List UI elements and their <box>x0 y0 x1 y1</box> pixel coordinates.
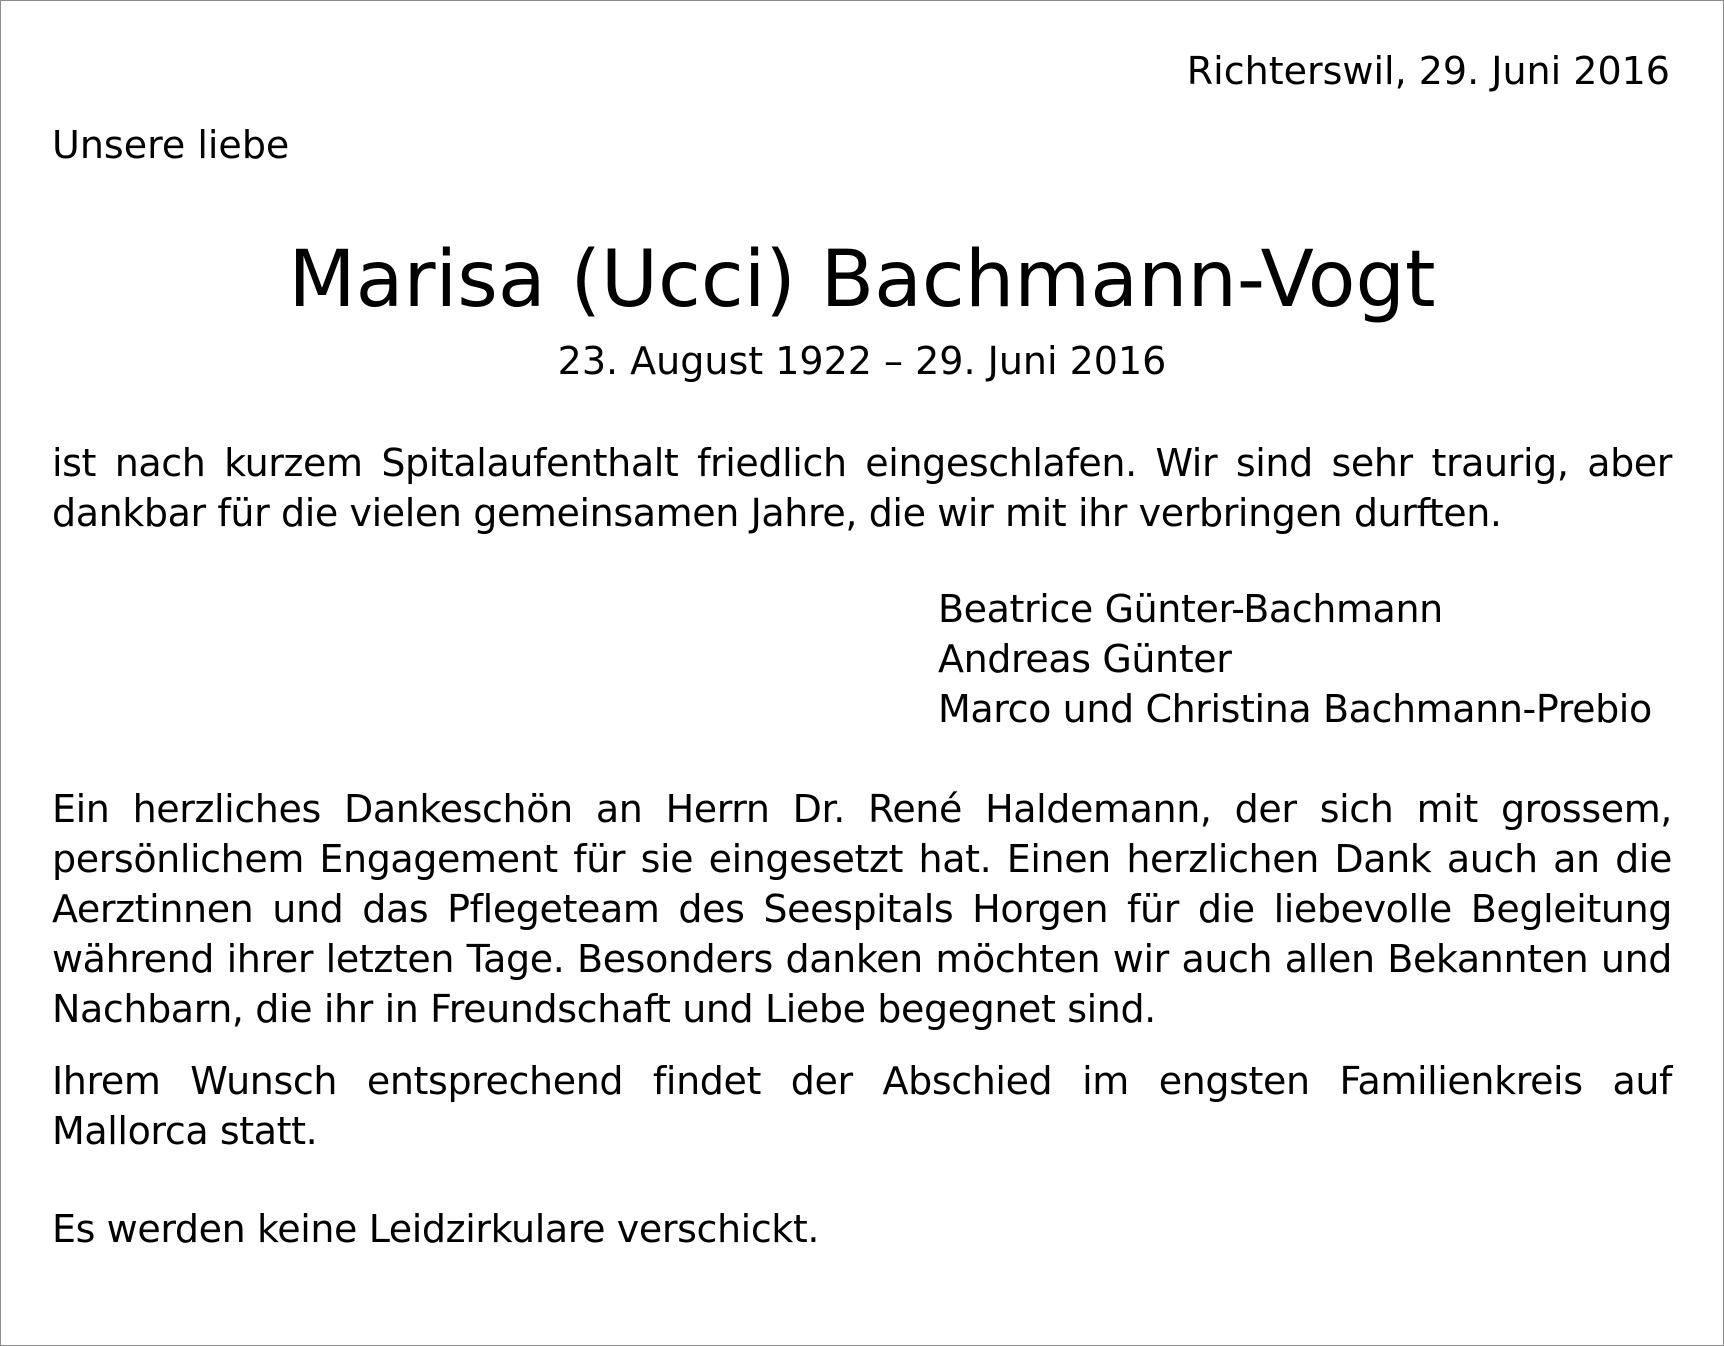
life-dates: 23. August 1922 – 29. Juni 2016 <box>557 339 1167 383</box>
signatories-list <box>938 584 1652 734</box>
signatory: Beatrice Günter-Bachmann <box>938 587 1443 631</box>
farewell-paragraph: Ihrem Wunsch entsprechend findet der Abschied im engsten Familienkreis auf Mallorca statt. <box>52 1059 1672 1153</box>
thanks-paragraph: Ein herzliches Dankeschön an Herrn Dr. René Haldemann, der sich mit grossem, persönlichem Engagement für sie eingesetzt hat. Einen herzlichen Dank auch an die Aerztinnen und das Pflegeteam des Seespitals Horgen für die liebevolle Begleitung während ihrer letzten Tage. Besonders danken möchten wir auch allen Bekannten und Nachbarn, die ihr in Freundschaft und Liebe begegnet sind. <box>52 787 1672 1031</box>
greeting: Unsere liebe <box>52 123 290 167</box>
no-circulars-note: Es werden keine Leidzirkulare verschickt. <box>52 1207 820 1251</box>
signatory: Andreas Günter <box>938 637 1232 681</box>
announcement-paragraph: ist nach kurzem Spitalaufenthalt friedlich eingeschlafen. Wir sind sehr traurig, aber dankbar für die vielen gemeinsamen Jahre, die wir mit ihr verbringen durften. <box>52 441 1672 535</box>
place-date: Richterswil, 29. Juni 2016 <box>1186 49 1670 93</box>
signatory: Marco und Christina Bachmann-Prebio <box>938 687 1652 731</box>
deceased-name: Marisa (Ucci) Bachmann-Vogt <box>288 235 1436 325</box>
